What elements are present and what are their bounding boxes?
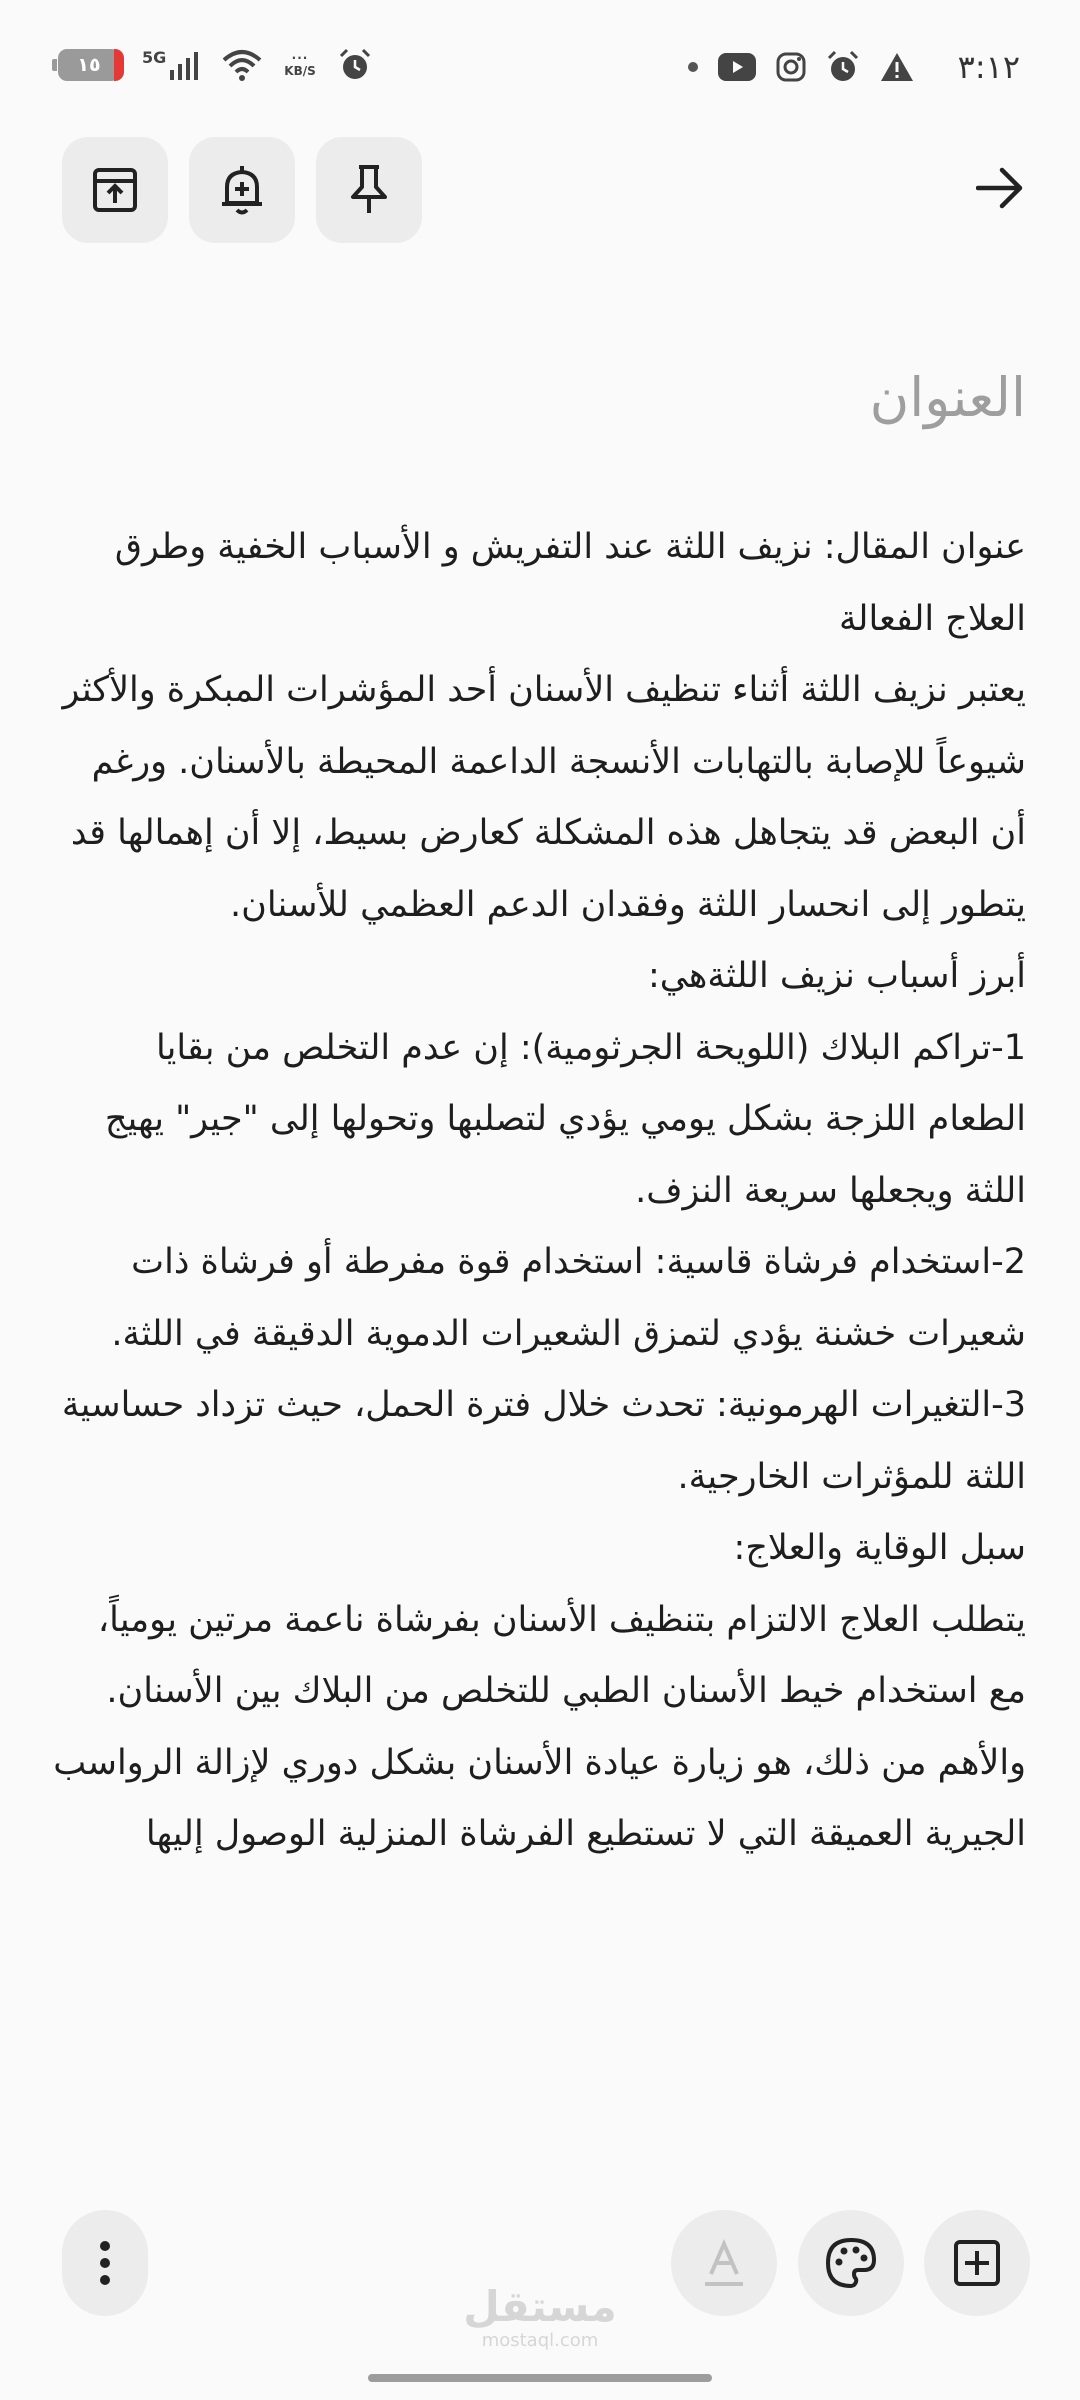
note-title-input[interactable]: العنوان [869, 366, 1026, 429]
back-button[interactable] [972, 160, 1028, 216]
palette-icon [824, 2236, 878, 2290]
note-line: يعتبر نزيف اللثة أثناء تنظيف الأسنان أحد المؤشرات المبكرة والأكثر شيوعاً للإصابة بالتهابات الأنسجة الداعمة المحيطة بالأسنان. ورغم أن البعض قد يتجاهل هذه المشكلة كعارض بسيط، إلا أن إهمالها قد يتطور إلى انحسار اللثة وفقدان الدعم العظمي للأسنان. [62, 670, 1026, 925]
note-line: أبرز أسباب نزيف اللثةهي: [647, 956, 1026, 996]
speed-indicator: ··· KB/S [284, 50, 316, 78]
more-icon [98, 2240, 112, 2286]
battery-level: ١٥ [77, 54, 101, 76]
dot-icon [688, 62, 698, 72]
status-left [58, 48, 372, 82]
pin-button[interactable] [316, 137, 422, 243]
alarm-icon [338, 48, 372, 82]
note-line: يتطلب العلاج الالتزام بتنظيف الأسنان بفرشاة ناعمة مرتين يومياً، مع استخدام خيط الأسنان الطبي للتخلص من البلاك بين الأسنان. والأهم من ذلك، هو زيارة عيادة الأسنان بشكل دوري لإزالة الرواسب الجيرية العميقة التي لا تستطيع الفرشاة المنزلية الوصول إليها [53, 1599, 1026, 1854]
gesture-nav-bar[interactable] [368, 2374, 712, 2382]
clock: ٣:١٢ [957, 48, 1020, 86]
watermark-latin: mostaql.com [481, 2330, 599, 2351]
wifi-icon [222, 48, 262, 82]
watermark-arabic: مستقل [463, 2282, 617, 2331]
status-bar [0, 0, 1080, 130]
back-arrow-icon [976, 166, 1024, 210]
add-reminder-icon [217, 163, 267, 217]
note-line: 1-تراكم البلاك (اللويحة الجرثومية): إن عدم التخلص من بقايا الطعام اللزجة بشكل يومي يؤدي لتصلبها وتحولها إلى "جير" يهيج اللثة ويجعلها سريعة النزف. [104, 1027, 1026, 1211]
status-right [688, 48, 1020, 86]
archive-icon [90, 165, 140, 215]
speed-unit: KB/S [284, 64, 316, 78]
youtube-icon [718, 53, 756, 81]
pin-icon [347, 163, 391, 217]
network-type: 5G [142, 48, 167, 67]
archive-button[interactable] [62, 137, 168, 243]
signal-icon [142, 50, 200, 80]
add-reminder-button[interactable] [189, 137, 295, 243]
text-format-icon [699, 2238, 749, 2288]
note-line: 3-التغيرات الهرمونية: تحدث خلال فترة الحمل، حيث تزداد حساسية اللثة للمؤثرات الخارجية. [61, 1385, 1026, 1497]
note-body-input[interactable] [50, 512, 1026, 1871]
watermark [0, 2282, 1080, 2351]
warning-icon [880, 52, 914, 82]
battery-icon [58, 49, 120, 81]
note-line: 2-استخدام فرشاة قاسية: استخدام قوة مفرطة أو فرشاة ذات شعيرات خشنة يؤدي لتمزق الشعيرات الدموية الدقيقة في اللثة. [111, 1242, 1026, 1354]
note-line: عنوان المقال: نزيف اللثة عند التفريش و الأسباب الخفية وطرق العلاج الفعالة [114, 527, 1026, 639]
add-box-icon [952, 2238, 1002, 2288]
instagram-icon [776, 52, 806, 82]
alarm-icon [826, 50, 860, 84]
note-line: سبل الوقاية والعلاج: [733, 1528, 1026, 1568]
